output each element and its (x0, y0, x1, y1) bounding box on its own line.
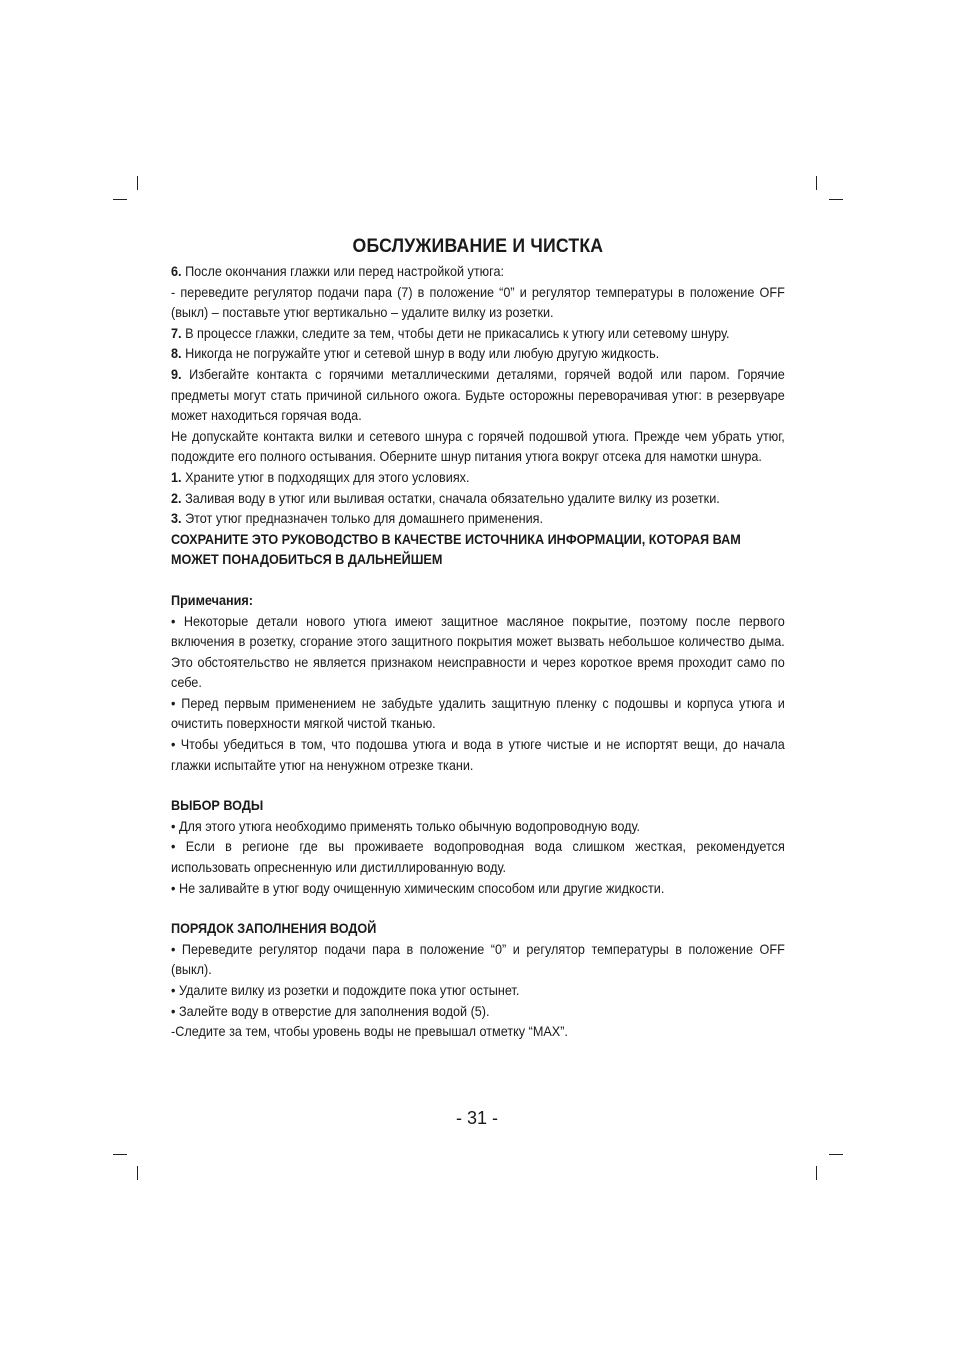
filling-item: • Удалите вилку из розетки и подождите пока утюг остынет. (171, 983, 520, 998)
item-number: 9. (171, 366, 182, 382)
item-text: Избегайте контакта с горячими металлическими деталями, горячей водой или паром. Горячие предметы могут стать причиной сильного ожога. Будьте осторожны переворачивая утюг: в резервуаре может находиться горячая вода. (171, 366, 785, 424)
crop-mark-top-left-v (137, 176, 138, 190)
filling-item: • Переведите регулятор подачи пара в положение “0” и регулятор температуры в положение OFF (выкл). (171, 941, 785, 978)
notes-heading: Примечания: (171, 592, 254, 608)
crop-mark-bottom-right-v (816, 1166, 817, 1180)
care-item (171, 468, 785, 489)
care-item (171, 324, 785, 345)
item-number: 6. (171, 264, 182, 279)
care-item (171, 509, 785, 530)
care-item (171, 262, 785, 283)
filling-item: -Следите за тем, чтобы уровень воды не превышал отметку “MAX”. (171, 1024, 568, 1040)
water-item: • Не заливайте в утюг воду очищенную химическим способом или другие жидкости. (171, 880, 665, 896)
item-text: В процессе глажки, следите за тем, чтобы дети не прикасались к утюгу или сетевому шнуру. (185, 325, 730, 341)
item-text: Этот утюг предназначен только для домашнего применения. (185, 511, 544, 527)
care-item (171, 283, 785, 324)
crop-mark-bottom-left-h (113, 1154, 127, 1155)
page-title: ОБСЛУЖИВАНИЕ И ЧИСТКА (352, 236, 604, 257)
page-number: - 31 - (455, 1108, 498, 1128)
crop-mark-top-right-h (829, 199, 843, 200)
item-number: 2. (171, 490, 182, 506)
filling-heading: ПОРЯДОК ЗАПОЛНЕНИЯ ВОДОЙ (171, 921, 377, 937)
care-section (171, 262, 785, 571)
water-item: • Если в регионе где вы проживаете водопроводная вода слишком жесткая, рекомендуется использовать опресненную или дистиллированную воду. (171, 839, 785, 876)
item-text: Не допускайте контакта вилки и сетевого шнура с горячей подошвой утюга. Прежде чем убрать утюг, подождите его полного остывания. Оберните шнур питания утюга вокруг отсека для намотки шнура. (171, 428, 785, 465)
notes-item: • Некоторые детали нового утюга имеют защитное масляное покрытие, поэтому после первого включения в розетку, сгорание этого защитного покрытия может вызвать небольшое количество дыма. Это обстоятельство не является признаком неисправности и через короткое время проходит само по себе. (171, 613, 785, 691)
care-item (171, 489, 785, 510)
water-heading: ВЫБОР ВОДЫ (171, 798, 264, 814)
notes-section (171, 591, 785, 776)
care-item (171, 365, 785, 427)
crop-mark-bottom-right-h (829, 1154, 843, 1155)
item-number: 3. (171, 511, 182, 527)
crop-mark-top-left-h (113, 199, 127, 200)
item-number: 8. (171, 346, 182, 362)
item-text: - переведите регулятор подачи пара (7) в положение “0” и регулятор температуры в положение OFF (выкл) – поставьте утюг вертикально – удалите вилку из розетки. (171, 284, 785, 321)
care-item (171, 344, 785, 365)
item-text: Заливая воду в утюг или выливая остатки, сначала обязательно удалите вилку из розетки. (185, 490, 720, 506)
item-text: После окончания глажки или перед настройкой утюга: (185, 264, 505, 279)
item-text: Никогда не погружайте утюг и сетевой шнур в воду или любую другую жидкость. (185, 346, 660, 362)
page-content (171, 234, 785, 1043)
notes-item: • Перед первым применением не забудьте удалить защитную пленку с подошвы и корпуса утюга и очистить поверхности мягкой чистой тканью. (171, 695, 785, 732)
item-text: Храните утюг в подходящих для этого условиях. (185, 469, 470, 485)
filling-section (171, 919, 785, 1043)
item-number: 1. (171, 469, 182, 485)
crop-mark-bottom-left-v (137, 1166, 138, 1180)
care-item (171, 427, 785, 468)
filling-item: • Залейте воду в отверстие для заполнения водой (5). (171, 1003, 490, 1019)
keep-notice: СОХРАНИТЕ ЭТО РУКОВОДСТВО В КАЧЕСТВЕ ИСТОЧНИКА ИНФОРМАЦИИ, КОТОРАЯ ВАМ МОЖЕТ ПОНАДОБИТЬСЯ В ДАЛЬНЕЙШЕМ (171, 531, 741, 568)
crop-mark-top-right-v (816, 176, 817, 190)
water-section (171, 796, 785, 899)
water-item: • Для этого утюга необходимо применять только обычную водопроводную воду. (171, 818, 641, 834)
item-number: 7. (171, 325, 182, 341)
notes-item: • Чтобы убедиться в том, что подошва утюга и вода в утюге чистые и не испортят вещи, до начала глажки испытайте утюг на ненужном отрезке ткани. (171, 737, 785, 773)
